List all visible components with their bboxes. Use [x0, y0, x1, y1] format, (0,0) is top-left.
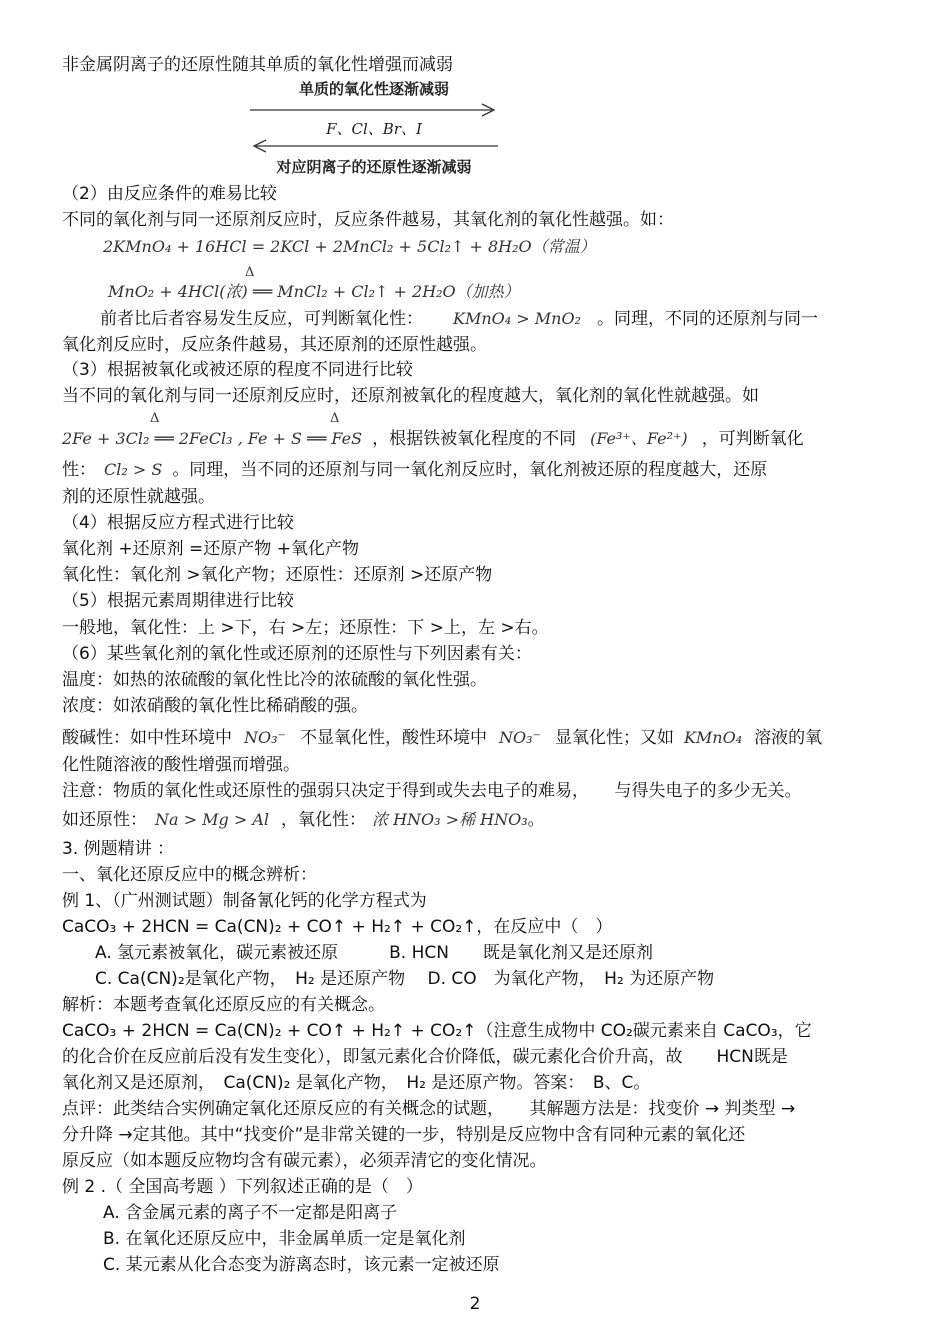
- text-line: 温度：如热的浓硫酸的氧化性比冷的浓硫酸的氧化性强。: [62, 670, 487, 690]
- text-line: 氧化剂反应时，反应条件越易，其还原剂的还原性越强。: [62, 335, 487, 355]
- text-line: 化性随溶液的酸性增强而增强。: [62, 755, 300, 775]
- equation-line: CaCO₃ + 2HCN = Ca(CN)₂ + CO↑ + H₂↑ + CO₂↑，在反应中（ ）: [62, 917, 613, 937]
- text-line: 不同的氧化剂与同一还原剂反应时，反应条件越易，其氧化剂的氧化性越强。如：: [62, 210, 674, 230]
- example-title: 例 1、（广州测试题）制备氰化钙的化学方程式为: [62, 891, 427, 911]
- comment-line: 分升降 →定其他。其中“找变价”是非常关键的一步，特别是反应物中含有同种元素的氧化还: [62, 1125, 746, 1145]
- delta-mark: Δ: [245, 265, 255, 280]
- comment-line: 点评：此类结合实例确定氧化还原反应的有关概念的试题， 其解题方法是：找变价 → 判类型 →: [62, 1099, 796, 1119]
- text-line: 非金属阴离子的还原性随其单质的氧化性增强而减弱: [62, 55, 453, 75]
- equation: 2KMnO₄ + 16HCl = 2KCl + 2MnCl₂ + 5Cl₂↑ + 8H₂O（常温）: [103, 237, 596, 256]
- diagram-bottom-label: 对应阴离子的还原性逐渐减弱: [276, 158, 472, 176]
- text-line: 一般地，氧化性：上 >下，右 >左；还原性：下 >上，左 >右。: [62, 618, 549, 638]
- section-heading: （4）根据反应方程式进行比较: [62, 513, 294, 533]
- section-heading: 3. 例题精讲 ：: [62, 839, 175, 859]
- section-heading: （6）某些氧化剂的氧化性或还原剂的还原性与下列因素有关：: [62, 644, 532, 664]
- delta-mark: Δ: [150, 411, 160, 426]
- section-heading: （3）根据被氧化或被还原的程度不同进行比较: [62, 360, 413, 380]
- section-heading: （2）由反应条件的难易比较: [62, 184, 277, 204]
- diagram-elements: F、Cl、Br、I: [326, 120, 422, 138]
- choice-line: A. 含金属元素的离子不一定都是阳离子: [103, 1203, 398, 1223]
- example-title: 例 2 .（ 全国高考题 ）下列叙述正确的是（ ）: [62, 1177, 423, 1197]
- analysis-line: 的化合价在反应前后没有发生变化），即氢元素化合价降低，碳元素化合价升高，故 HCN既是: [62, 1047, 788, 1067]
- delta-mark: Δ: [330, 411, 340, 426]
- note-line: 注意：物质的氧化性或还原性的强弱只决定于得到或失去电子的难易， 与得失电子的多少无关。: [62, 781, 802, 801]
- section-heading: 一、氧化还原反应中的概念辨析：: [62, 865, 317, 885]
- text-line: 如还原性： Na > Mg > Al ，氧化性： 浓 HNO₃ >稀 HNO₃。: [62, 810, 545, 830]
- text-line: 氧化剂 +还原剂 =还原产物 +氧化产物: [62, 539, 359, 559]
- page-number: 2: [469, 1294, 481, 1314]
- text-line: 性： Cl₂ > S 。同理，当不同的还原剂与同一氧化剂反应时，氧化剂被还原的程度越大，还原: [62, 460, 768, 480]
- choice-line: B. 在氧化还原反应中，非金属单质一定是氧化剂: [103, 1229, 466, 1249]
- analysis-line: 氧化剂又是还原剂， Ca(CN)₂ 是氧化产物， H₂ 是还原产物。答案： B、C。: [62, 1073, 651, 1093]
- equation: MnO₂ + 4HCl(浓) ══ MnCl₂ + Cl₂↑ + 2H₂O（加热）: [108, 282, 520, 301]
- equation: 2Fe + 3Cl₂ ══ 2FeCl₃ , Fe + S ══ FeS: [62, 429, 363, 448]
- diagram-top-label: 单质的氧化性逐渐减弱: [298, 80, 449, 98]
- choice-line: C. Ca(CN)₂是氧化产物， H₂ 是还原产物 D. CO 为氧化产物， H₂ 为还原产物: [95, 969, 715, 989]
- text-line: 氧化性：氧化剂 >氧化产物；还原性：还原剂 >还原产物: [62, 565, 493, 585]
- comment-line: 原反应（如本题反应物均含有碳元素），必须弄清它的变化情况。: [62, 1151, 547, 1171]
- trend-diagram: [248, 78, 500, 178]
- choice-line: A. 氢元素被氧化，碳元素被还原 B. HCN 既是氧化剂又是还原剂: [95, 943, 653, 963]
- text-line: 前者比后者容易发生反应，可判断氧化性： KMnO₄ > MnO₂ 。同理，不同的还原剂与同一: [100, 309, 818, 329]
- text-line: 浓度：如浓硝酸的氧化性比稀硝酸的强。: [62, 696, 368, 716]
- section-heading: （5）根据元素周期律进行比较: [62, 591, 294, 611]
- analysis-line: 解析：本题考查氧化还原反应的有关概念。: [62, 995, 385, 1015]
- left-arrow-icon: [248, 138, 500, 154]
- text-line: 2Fe + 3Cl₂ ══ 2FeCl₃ , Fe + S ══ FeS ，根据铁被氧化程度的不同 (Fe³⁺、Fe²⁺) ，可判断氧化: [62, 429, 804, 449]
- text-line: 当不同的氧化剂与同一还原剂反应时，还原剂被氧化的程度越大，氧化剂的氧化性就越强。如: [62, 386, 759, 406]
- analysis-line: CaCO₃ + 2HCN = Ca(CN)₂ + CO↑ + H₂↑ + CO₂↑（注意生成物中 CO₂碳元素来自 CaCO₃，它: [62, 1021, 812, 1041]
- choice-line: C. 某元素从化合态变为游离态时，该元素一定被还原: [103, 1255, 500, 1275]
- text-line: 剂的还原性就越强。: [62, 487, 215, 507]
- text-line: 酸碱性：如中性环境中 NO₃⁻ 不显氧化性，酸性环境中 NO₃⁻ 显氧化性；又如 KMnO₄ 溶液的氧: [62, 728, 823, 748]
- right-arrow-icon: [248, 102, 500, 118]
